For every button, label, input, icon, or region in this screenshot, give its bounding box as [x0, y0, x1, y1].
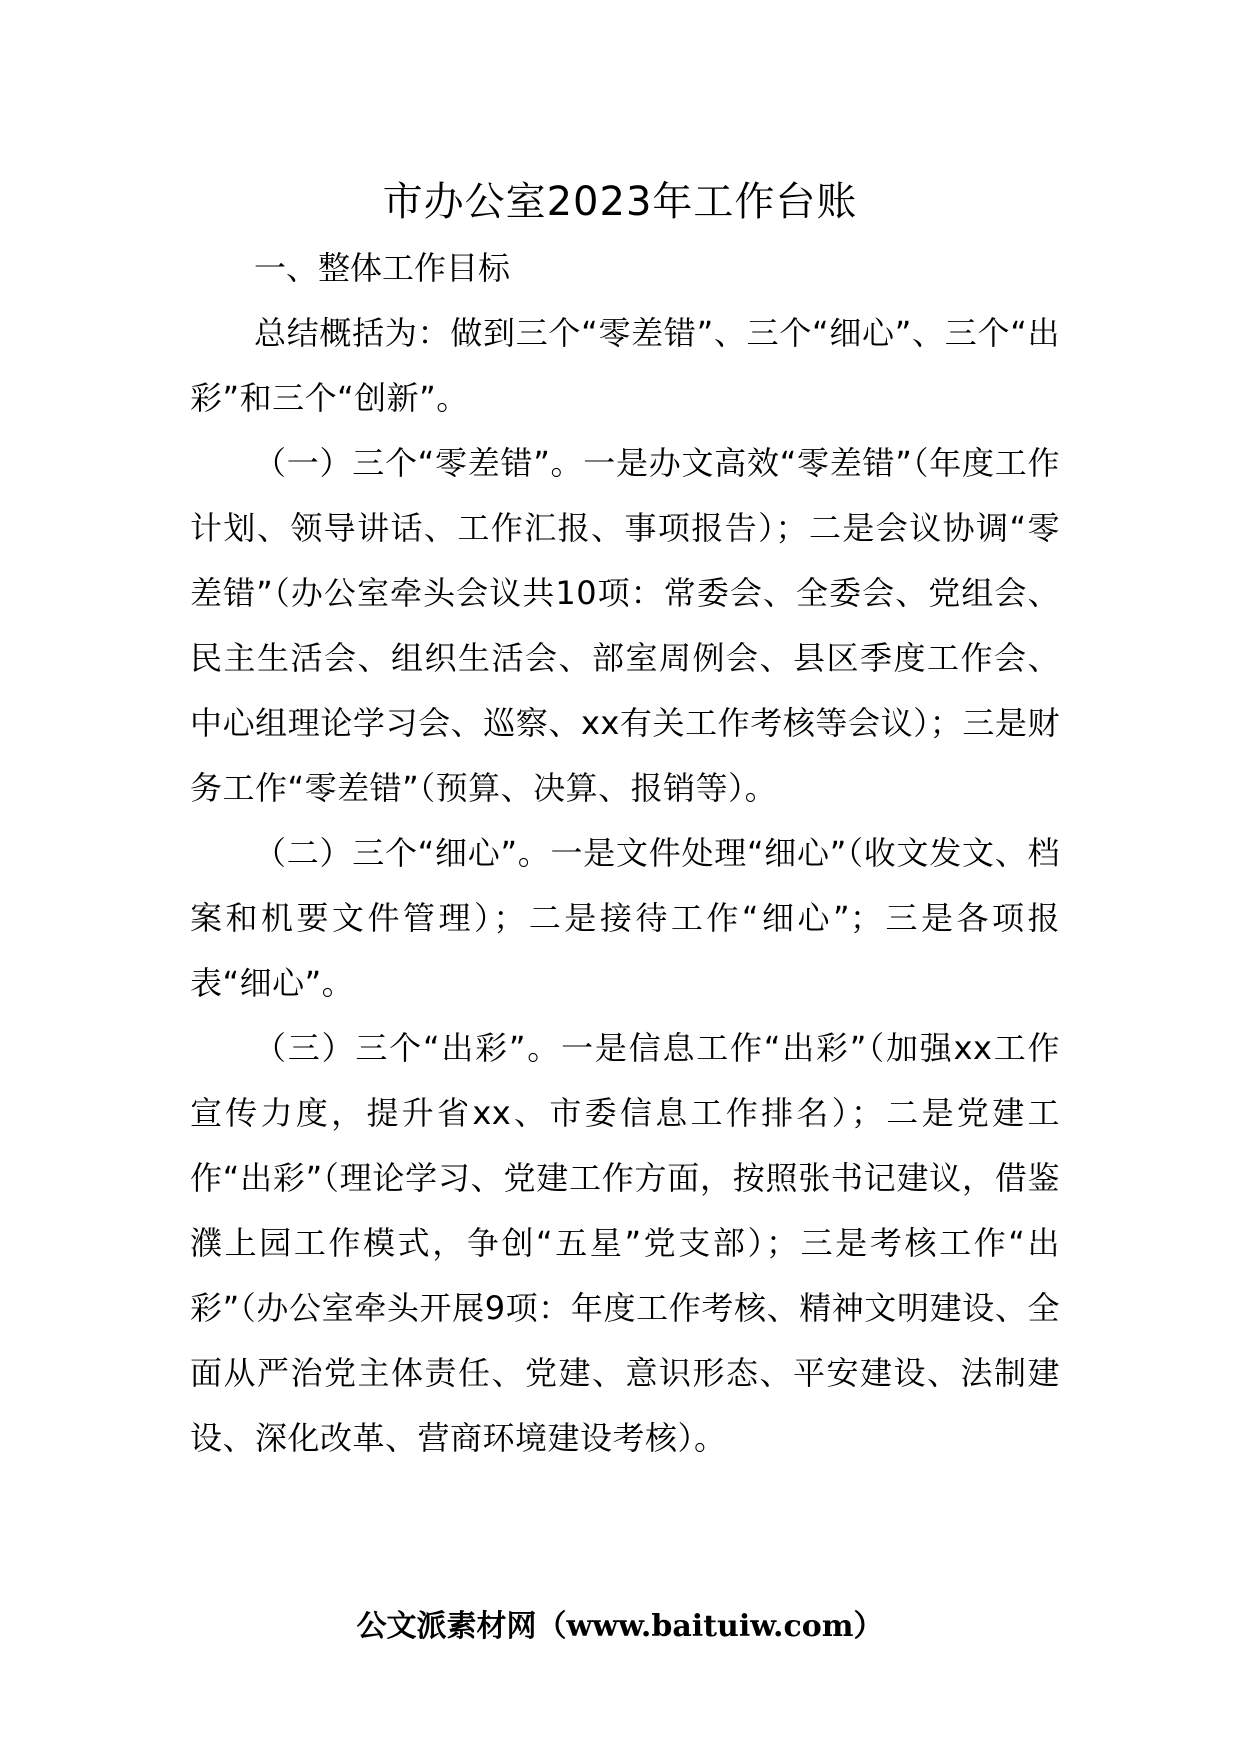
paragraph-zero-errors: （一）三个“零差错”。一是办文高效“零差错”（年度工作计划、领导讲话、工作汇报、事项报告）；二是会议协调“零差错”（办公室牵头会议共10项：常委会、全委会、党组会、民主生活会、组织生活会、部室周例会、县区季度工作会、中心组理论学习会、巡察、xx有关工作考核等会议）；三是财务工作“零差错”（预算、决算、报销等）。: [190, 444, 1060, 807]
paragraph-outstanding: （三）三个“出彩”。一是信息工作“出彩”（加强xx工作宣传力度，提升省xx、市委信息工作排名）；二是党建工作“出彩”（理论学习、党建工作方面，按照张书记建议，借鉴濮上园工作模式，争创“五星”党支部）；三是考核工作“出彩”（办公室牵头开展9项：年度工作考核、精神文明建设、全面从严治党主体责任、党建、意识形态、平安建设、法制建设、深化改革、营商环境建设考核）。: [190, 1029, 1060, 1457]
document-body: [190, 236, 1060, 1471]
section-heading: 一、整体工作目标: [254, 249, 511, 287]
paragraph-summary: 总结概括为：做到三个“零差错”、三个“细心”、三个“出彩”和三个“创新”。: [190, 314, 1060, 417]
watermark-footer: 公文派素材网（www.baituiw.com）: [356, 1609, 884, 1644]
document-title: 市办公室2023年工作台账: [382, 179, 858, 225]
paragraph-careful: （二）三个“细心”。一是文件处理“细心”（收文发文、档案和机要文件管理）；二是接待工作“细心”；三是各项报表“细心”。: [190, 834, 1060, 1002]
